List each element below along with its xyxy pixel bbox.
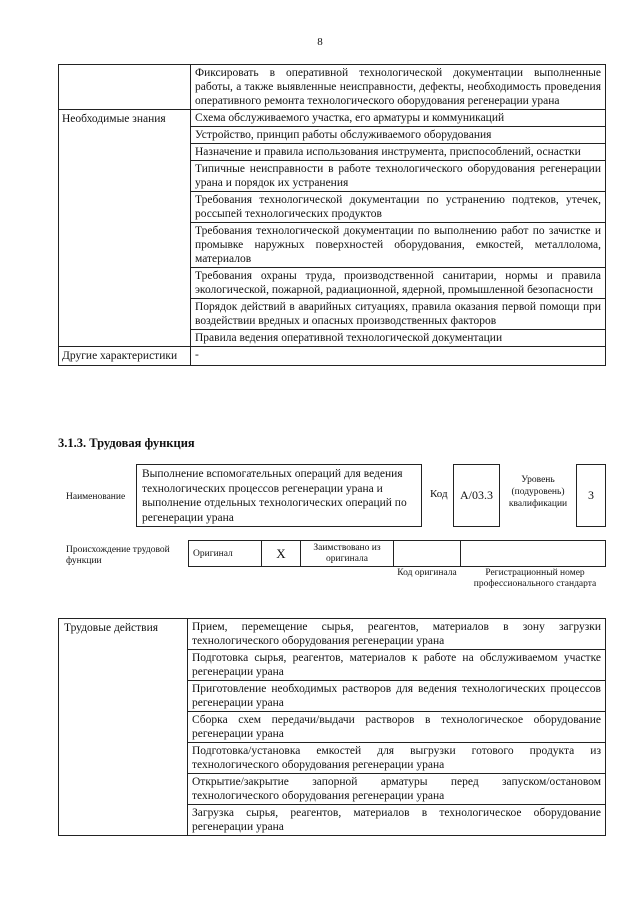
row-label: Другие характеристики	[59, 347, 191, 366]
table-cell: Типичные неисправности в работе технологического оборудования регенерации урана и порядок их устранения	[191, 161, 606, 192]
table-row	[59, 347, 606, 366]
code-label: Код	[430, 488, 448, 500]
borrowed-label: Заимствовано из оригинала	[301, 541, 394, 567]
table-cell: Устройство, принцип работы обслуживаемого оборудования	[191, 127, 606, 144]
table-row	[59, 619, 606, 650]
page-number: 8	[317, 36, 323, 48]
table-cell: Требования охраны труда, производственной санитарии, нормы и правила экологической, пожарной, радиационной, ядерной, промышленной безопасности	[191, 268, 606, 299]
table-cell: Правила ведения оперативной технологической документации	[191, 330, 606, 347]
reg-number-cell	[461, 541, 606, 567]
row-label	[59, 65, 191, 110]
table-cell: Подготовка сырья, реагентов, материалов к работе на обслуживаемом участке регенерации урана	[188, 650, 606, 681]
level-value-box: 3	[576, 464, 606, 527]
table-cell: Порядок действий в аварийных ситуациях, правила оказания первой помощи при воздействии вредных и опасных производственных факторов	[191, 299, 606, 330]
level-label: Уровень (подуровень) квалификации	[508, 475, 568, 509]
actions-table	[58, 618, 606, 836]
function-name-box: Выполнение вспомогательных операций для ведения технологических процессов регенерации урана и выполнение отдельных технологических операций по регенерации урана	[136, 464, 422, 527]
function-code-box: А/03.3	[453, 464, 500, 527]
table-cell: Сборка схем передачи/выдачи растворов в технологическое оборудование регенерации урана	[188, 712, 606, 743]
table-cell: Подготовка/установка емкостей для выгрузки готового продукта из технологического оборудования регенерации урана	[188, 743, 606, 774]
table-cell: Требования технологической документации по выполнению работ по зачистке и промывке наружных поверхностей оборудования, емкостей, металлолома, материалов	[191, 223, 606, 268]
table-cell: Приготовление необходимых растворов для ведения технологических процессов регенерации урана	[188, 681, 606, 712]
original-code-cell	[394, 541, 461, 567]
table-cell: Открытие/закрытие запорной арматуры перед запуском/остановом технологического оборудования регенерации урана	[188, 774, 606, 805]
table-row	[189, 541, 606, 567]
reg-caption: Регистрационный номер профессионального стандарта	[473, 568, 597, 589]
table-cell: Требования технологической документации по устранению подтеков, утечек, россыпей технологических продуктов	[191, 192, 606, 223]
table-row	[59, 65, 606, 110]
knowledge-table	[58, 64, 606, 366]
original-mark: X	[262, 541, 301, 567]
section-title: 3.1.3. Трудовая функция	[58, 436, 195, 450]
original-label: Оригинал	[189, 541, 262, 567]
table-cell: Загрузка сырья, реагентов, материалов в технологическое оборудование регенерации урана	[188, 805, 606, 836]
origin-table	[188, 540, 606, 567]
origin-label: Происхождение трудовой функции	[66, 545, 170, 566]
code-caption: Код оригинала	[397, 568, 457, 578]
row-label: Трудовые действия	[59, 619, 188, 836]
table-cell: Назначение и правила использования инструмента, приспособлений, оснастки	[191, 144, 606, 161]
table-row	[59, 110, 606, 127]
table-cell: Фиксировать в оперативной технологической документации выполненные работы, а также выявленные неисправности, дефекты, необходимость проведения оперативного ремонта технологического оборудования регенерации урана	[191, 65, 606, 110]
table-cell: -	[191, 347, 606, 366]
row-label: Необходимые знания	[59, 110, 191, 347]
table-cell: Прием, перемещение сырья, реагентов, материалов в зону загрузки технологического оборудования регенерации урана	[188, 619, 606, 650]
table-cell: Схема обслуживаемого участка, его арматуры и коммуникаций	[191, 110, 606, 127]
name-label: Наименование	[66, 492, 126, 502]
